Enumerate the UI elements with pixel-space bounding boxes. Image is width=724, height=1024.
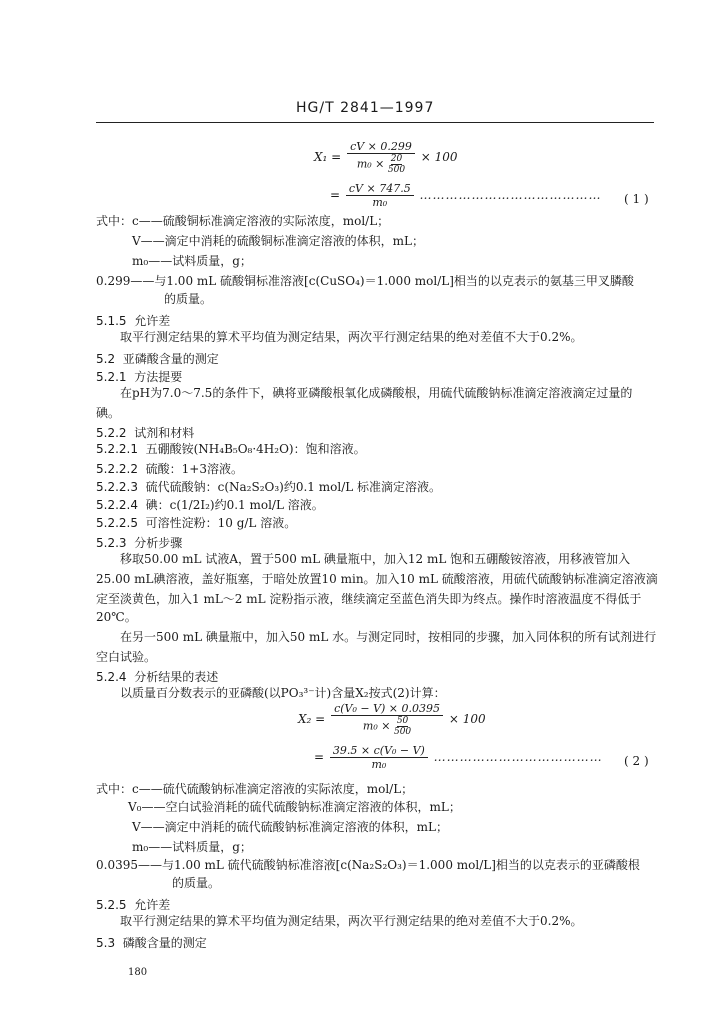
section-5-2-1-heading: 5.2.1 方法提要 — [96, 370, 183, 384]
formula-2-den-prefix: m₀ × — [362, 719, 391, 733]
where-2-line-6: 的质量。 — [172, 876, 221, 890]
section-5-2-2-heading: 5.2.2 试剂和材料 — [96, 426, 195, 440]
section-5-2-4-heading: 5.2.4 分析结果的表述 — [96, 670, 219, 684]
section-5-1-5-heading: 5.1.5 允许差 — [96, 314, 171, 328]
formula-1-line-2-fraction — [346, 182, 414, 209]
formula-2-line-2-denominator: m₀ — [371, 758, 387, 771]
where-1-line-5: 的质量。 — [164, 292, 213, 306]
reagent-2: 5.2.2.2 硫酸：1+3溶液。 — [96, 462, 243, 476]
formula-2-inner-num: 50 — [396, 716, 409, 726]
where-1-line-4: 0.299——与1.00 mL 硫酸铜标准溶液[c(CuSO₄)＝1.000 mol/L]相当的以克表示的氨基三甲叉膦酸 — [96, 274, 634, 288]
formula-1-inner-den: 500 — [387, 165, 406, 175]
header-rule — [96, 122, 654, 123]
formula-2-inner-den: 500 — [393, 727, 412, 737]
where-2-line-3: V——滴定中消耗的硫代硫酸钠标准滴定溶液的体积，mL； — [132, 820, 449, 834]
reagent-5: 5.2.2.5 可溶性淀粉：10 g/L 溶液。 — [96, 516, 297, 530]
section-5-2-5-heading: 5.2.5 允许差 — [96, 898, 171, 912]
formula-1-numerator: cV × 0.299 — [347, 140, 415, 154]
procedure-line-6: 空白试验。 — [96, 650, 157, 664]
formula-2-line-1 — [298, 702, 486, 737]
procedure-line-3: 定至淡黄色，加入1 mL～2 mL 淀粉指示液，继续滴定至蓝色消失即为终点。操作时溶液温度不得低于 — [96, 592, 642, 606]
procedure-line-2: 25.00 mL碘溶液，盖好瓶塞，于暗处放置10 min。加入10 mL 硫酸溶液，用硫代硫酸钠标准滴定溶液滴 — [96, 572, 658, 586]
procedure-line-5: 在另一500 mL 碘量瓶中，加入50 mL 水。与测定同时，按相同的步骤，加入同体积的所有试剂进行 — [120, 630, 657, 644]
formula-1-den-prefix: m₀ × — [356, 157, 385, 171]
formula-2-numerator: c(V₀ − V) × 0.0395 — [331, 702, 443, 716]
section-5-2-heading: 5.2 亚磷酸含量的测定 — [96, 352, 219, 366]
where-2-line-1: 式中：c——硫代硫酸钠标准滴定溶液的实际浓度，mol/L； — [96, 782, 414, 796]
formula-2-denominator — [360, 716, 414, 737]
section-5-2-4-intro: 以质量百分数表示的亚磷酸(以PO₃³⁻计)含量X₂按式(2)计算： — [120, 686, 446, 700]
where-1-line-1: 式中：c——硫酸铜标准滴定溶液的实际浓度，mol/L； — [96, 214, 390, 228]
where-1-line-2: V——滴定中消耗的硫酸铜标准滴定溶液的体积，mL； — [132, 234, 425, 248]
reagent-3: 5.2.2.3 硫代硫酸钠：c(Na₂S₂O₃)约0.1 mol/L 标准滴定溶液。 — [96, 480, 442, 494]
where-1-line-3: m₀——试料质量，g； — [132, 254, 252, 268]
formula-2-line-2-numerator: 39.5 × c(V₀ − V) — [330, 744, 428, 758]
section-5-2-5-text: 取平行测定结果的算术平均值为测定结果，两次平行测定结果的绝对差值不大于0.2%。 — [120, 914, 583, 928]
formula-2-fraction — [331, 702, 443, 737]
formula-2-tail: × 100 — [448, 712, 486, 726]
formula-1-fraction — [347, 140, 415, 175]
procedure-line-1: 移取50.00 mL 试液A，置于500 mL 碘量瓶中，加入12 mL 饱和五硼酸铵溶液，用移液管加入 — [120, 552, 631, 566]
section-5-1-5-text: 取平行测定结果的算术平均值为测定结果，两次平行测定结果的绝对差值不大于0.2%。 — [120, 330, 583, 344]
formula-1-lhs: X₁ = — [314, 150, 342, 164]
formula-1-denominator — [354, 154, 408, 175]
page-header: HG/T 2841—1997 — [296, 100, 435, 116]
where-2-line-5: 0.0395——与1.00 mL 硫代硫酸钠标准溶液[c(Na₂S₂O₃)＝1.000 mol/L]相当的以克表示的亚磷酸根 — [96, 858, 640, 872]
page-number: 180 — [128, 967, 148, 978]
formula-1-inner-fraction — [388, 154, 405, 175]
formula-1-tail: × 100 — [420, 150, 458, 164]
formula-1-line-2-denominator: m₀ — [372, 196, 388, 209]
formula-1-line-2: = $\frac{cV \times 747.5}{\text{m₀}}$ …………………………………… — [330, 182, 602, 209]
formula-2-lhs: X₂ = — [298, 712, 326, 726]
section-5-3-heading: 5.3 磷酸含量的测定 — [96, 936, 207, 950]
where-2-line-2: V₀——空白试验消耗的硫代硫酸钠标准滴定溶液的体积，mL； — [128, 800, 461, 814]
formula-2-line-2-fraction — [330, 744, 428, 771]
formula-2-inner-fraction — [394, 716, 411, 737]
reagent-4: 5.2.2.4 碘：c(1/2I₂)约0.1 mol/L 溶液。 — [96, 498, 324, 512]
reagent-1: 5.2.2.1 五硼酸铵(NH₄B₅O₈·4H₂O)：饱和溶液。 — [96, 442, 366, 456]
section-5-2-1-line-2: 碘。 — [96, 406, 121, 420]
formula-1-line-1 — [314, 140, 457, 175]
equation-number-1: ( 1 ) — [624, 192, 649, 206]
procedure-line-4: 20℃。 — [96, 610, 137, 624]
section-5-2-3-heading: 5.2.3 分析步骤 — [96, 536, 183, 550]
equation-number-2: ( 2 ) — [624, 754, 649, 768]
formula-2-line-2: = $\frac{\text{39.5 × c(V₀ − V)}}{\text{m₀}}$ ………………………………… — [314, 744, 603, 771]
section-5-2-1-line-1: 在pH为7.0～7.5的条件下，碘将亚磷酸根氧化成磷酸根，用硫代硫酸钠标准滴定溶液滴定过量的 — [120, 386, 633, 400]
formula-1-inner-num: 20 — [390, 154, 403, 164]
formula-1-line-2-numerator: cV × 747.5 — [346, 182, 414, 196]
where-2-line-4: m₀——试料质量，g； — [132, 840, 252, 854]
